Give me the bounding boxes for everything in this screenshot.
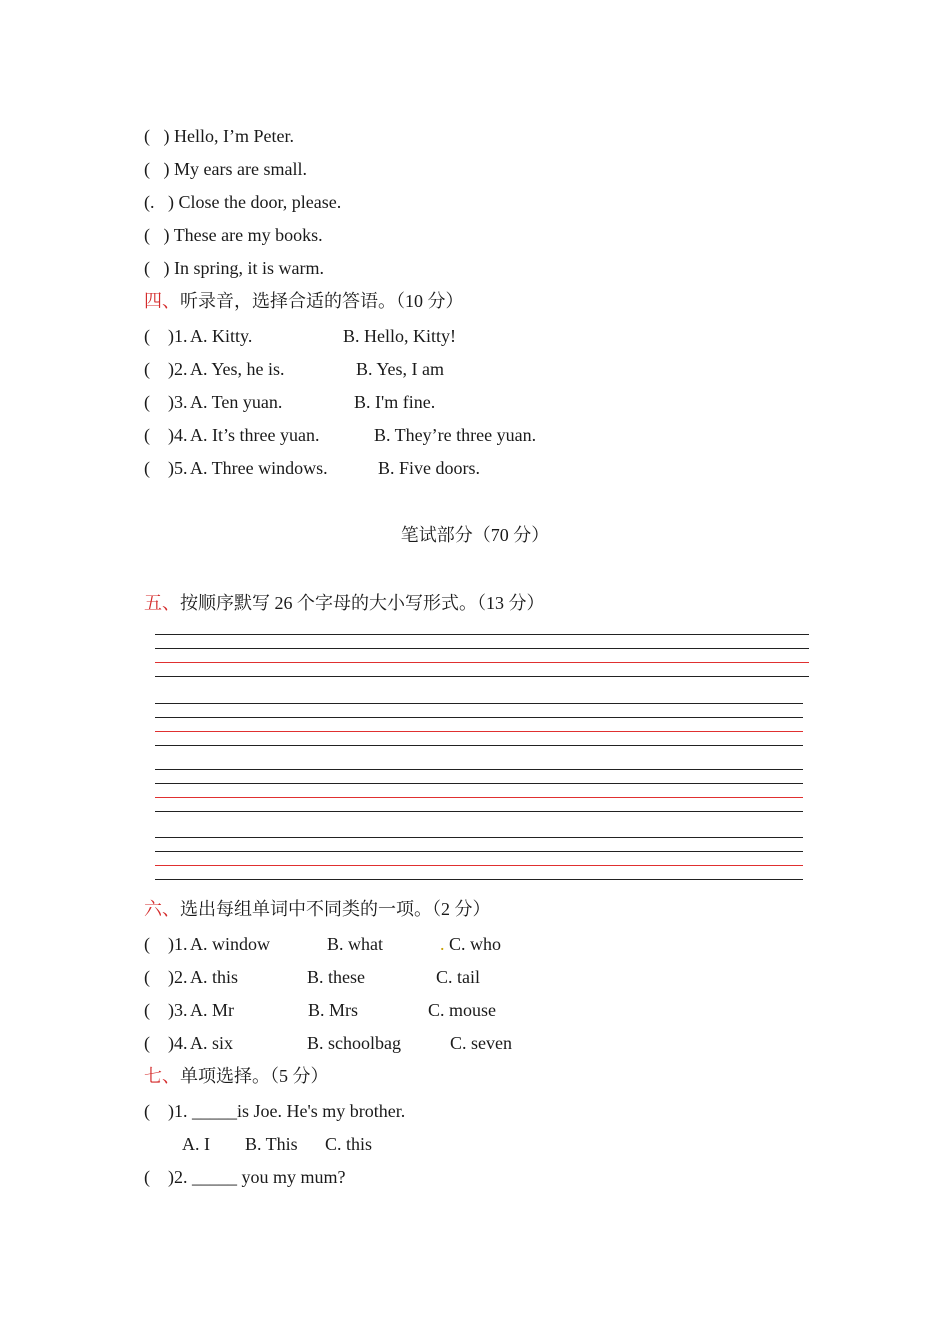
grid-line	[155, 811, 803, 812]
grid-line	[155, 731, 803, 732]
question-row: ( )2. A. this B. these C. tail	[144, 967, 480, 987]
grid-line	[155, 769, 803, 770]
question-row: ( )3. A. Mr B. Mrs C. mouse	[144, 1000, 497, 1020]
answer-paren[interactable]: ( )	[144, 159, 170, 179]
grid-line	[155, 879, 803, 880]
section-4-heading: 四、听录音，选择合适的答语。（10 分）	[144, 291, 464, 311]
question-row: ( )1. A. window B. what . C. who	[144, 934, 502, 954]
question-row: ( )1. _____is Joe. He's my brother.	[144, 1101, 406, 1121]
section-6-heading: 六、选出每组单词中不同类的一项。（2 分）	[144, 899, 491, 919]
listening-item-5: ( ) In spring, it is warm.	[144, 258, 324, 278]
question-row: ( )2. A. Yes, he is. B. Yes, I am	[144, 359, 445, 379]
listening-item-1: ( ) Hello, I’m Peter.	[144, 126, 294, 146]
answer-paren[interactable]: ( )	[144, 258, 170, 278]
grid-line	[155, 703, 803, 704]
section-5-heading: 五、按顺序默写 26 个字母的大小写形式。（13 分）	[144, 593, 545, 613]
section-7-heading: 七、单项选择。（5 分）	[144, 1066, 329, 1086]
grid-line	[155, 865, 803, 866]
grid-line	[155, 797, 803, 798]
answer-paren[interactable]: ( )	[144, 126, 170, 146]
grid-line	[155, 717, 803, 718]
mark-dot: .	[440, 934, 445, 954]
answer-paren[interactable]: ( )	[144, 225, 170, 245]
question-row: ( )3. A. Ten yuan. B. I'm fine.	[144, 392, 436, 412]
answer-paren[interactable]: (. )	[144, 192, 174, 212]
question-row: ( )4. A. six B. schoolbag C. seven	[144, 1033, 512, 1053]
listening-item-2: ( ) My ears are small.	[144, 159, 307, 179]
grid-line	[155, 634, 809, 635]
grid-line	[155, 783, 803, 784]
grid-line	[155, 662, 809, 663]
listening-item-3: (. ) Close the door, please.	[144, 192, 342, 212]
question-row: ( )5. A. Three windows. B. Five doors.	[144, 458, 481, 478]
grid-line	[155, 851, 803, 852]
question-row: ( )2. _____ you my mum?	[144, 1167, 346, 1187]
question-row: ( )1. A. Kitty. B. Hello, Kitty!	[144, 326, 456, 346]
grid-line	[155, 837, 803, 838]
grid-line	[155, 745, 803, 746]
listening-item-4: ( ) These are my books.	[144, 225, 323, 245]
question-row: ( )4. A. It’s three yuan. B. They’re three yuan.	[144, 425, 537, 445]
grid-line	[155, 648, 809, 649]
grid-line	[155, 676, 809, 677]
written-part-title: 笔试部分（70 分）	[400, 525, 550, 545]
